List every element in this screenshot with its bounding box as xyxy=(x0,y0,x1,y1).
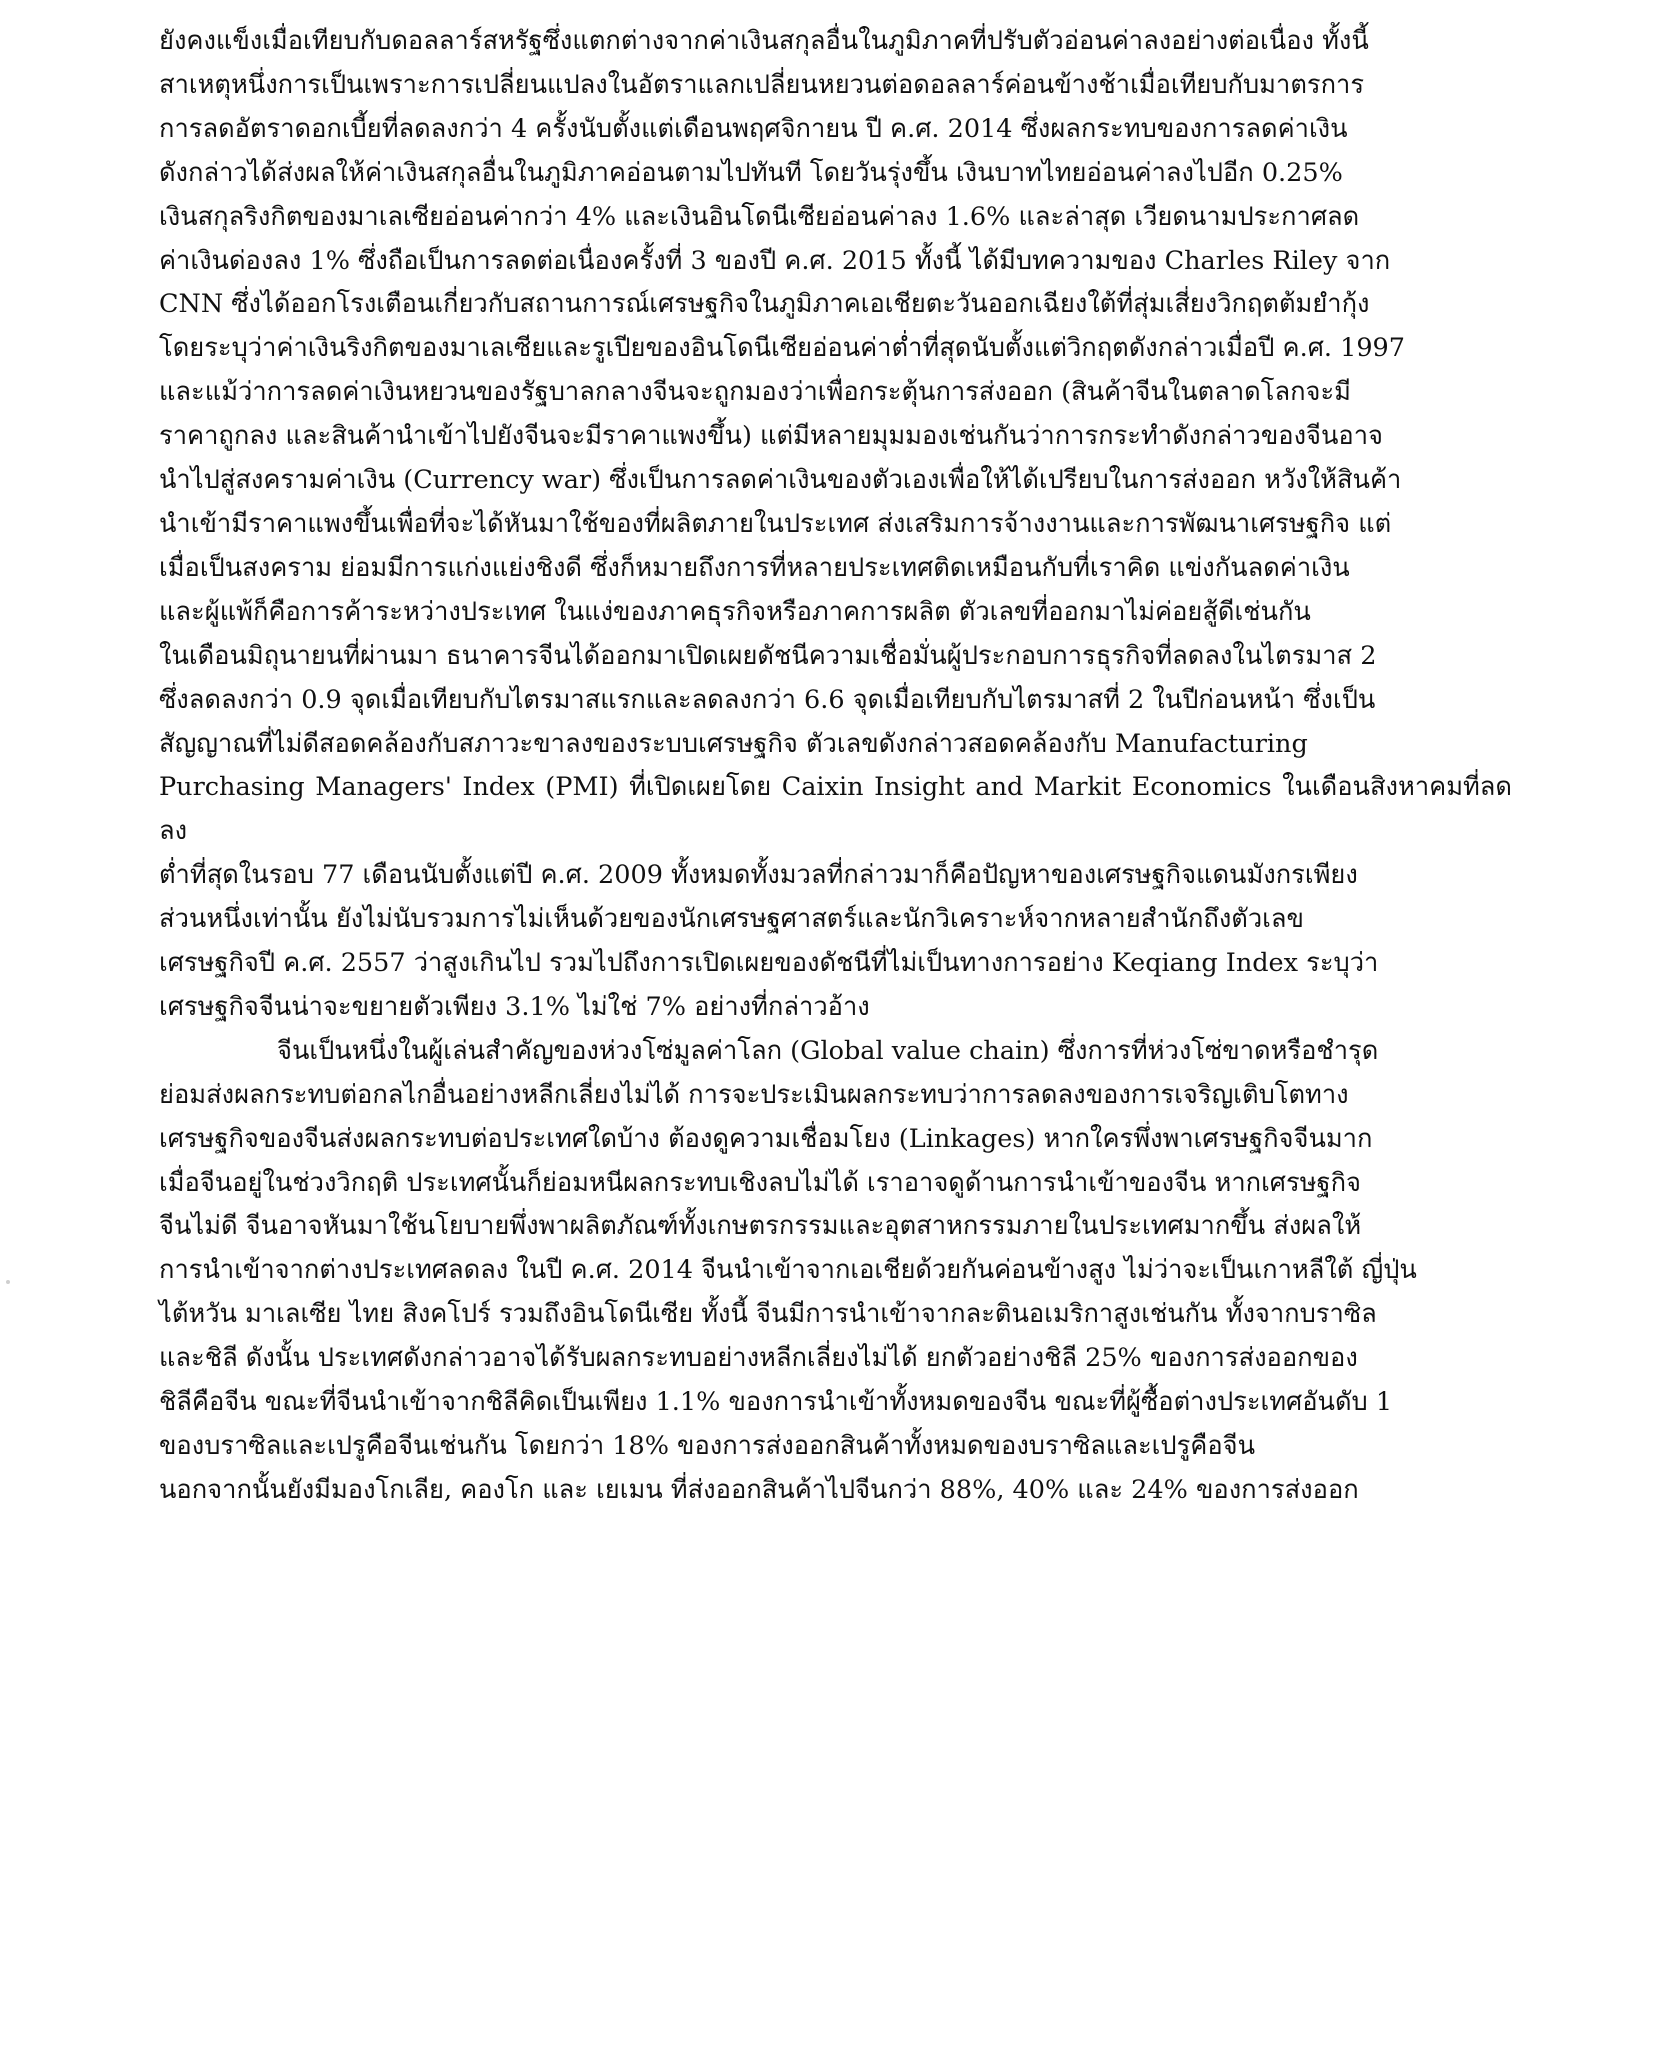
body-text xyxy=(159,20,1512,1513)
scan-speck xyxy=(6,1280,10,1284)
paragraph-global-value-chain: จีนเป็นหนึ่งในผู้เล่นสำคัญของห่วงโซ่มูลค่าโลก (Global value chain) ซึ่งการที่ห่วงโซ่ขาดหรือชำรุด ย่อมส่งผลกระทบต่อกลไกอื่นอย่างหลีกเลี่ยงไม่ได้ การจะประเมินผลกระทบว่าการลดลงของการเจริญเติบโตทาง เศรษฐกิจของจีนส่งผลกระทบต่อประเทศใดบ้าง ต้องดูความเชื่อมโยง (Linkages) หากใครพึ่งพาเศรษฐกิจจีนมาก เมื่อจีนอยู่ในช่วงวิกฤติ ประเทศนั้นก็ย่อมหนีผลกระทบเชิงลบไม่ได้ เราอาจดูด้านการนำเข้าของจีน หากเศรษฐกิจ จีนไม่ดี จีนอาจหันมาใช้นโยบายพึ่งพาผลิตภัณฑ์ทั้งเกษตรกรรมและอุตสาหกรรมภายในประเทศมากขึ้น ส่งผลให้ การนำเข้าจากต่างประเทศลดลง ในปี ค.ศ. 2014 จีนนำเข้าจากเอเชียด้วยกันค่อนข้างสูง ไม่ว่าจะเป็นเกาหลีใต้ ญี่ปุ่น ไต้หวัน มาเลเซีย ไทย สิงคโปร์ รวมถึงอินโดนีเซีย ทั้งนี้ จีนมีการนำเข้าจากละตินอเมริกาสูงเช่นกัน ทั้งจากบราซิล และชิลี ดังนั้น ประเทศดังกล่าวอาจได้รับผลกระทบอย่างหลีกเลี่ยงไม่ได้ ยกตัวอย่างชิลี 25% ของการส่งออกของ ชิลีคือจีน ขณะที่จีนนำเข้าจากชิลีคิดเป็นเพียง 1.1% ของการนำเข้าทั้งหมดของจีน ขณะที่ผู้ซื้อต่างประเทศอันดับ 1 ของบราซิลและเปรูคือจีนเช่นกัน โดยกว่า 18% ของการส่งออกสินค้าทั้งหมดของบราซิลและเปรูคือจีน นอกจากนั้นยังมีมองโกเลีย, คองโก และ เยเมน ที่ส่งออกสินค้าไปจีนกว่า 88%, 40% และ 24% ของการส่งออก xyxy=(159,1035,1417,1505)
paragraph-currency-and-economy: ยังคงแข็งเมื่อเทียบกับดอลลาร์สหรัฐซึ่งแตกต่างจากค่าเงินสกุลอื่นในภูมิภาคที่ปรับตัวอ่อนค่าลงอย่างต่อเนื่อง ทั้งนี้ สาเหตุหนึ่งการเป็นเพราะการเปลี่ยนแปลงในอัตราแลกเปลี่ยนหยวนต่อดอลลาร์ค่อนข้างช้าเมื่อเทียบกับมาตรการ การลดอัตราดอกเบี้ยที่ลดลงกว่า 4 ครั้งนับตั้งแต่เดือนพฤศจิกายน ปี ค.ศ. 2014 ซึ่งผลกระทบของการลดค่าเงิน ดังกล่าวได้ส่งผลให้ค่าเงินสกุลอื่นในภูมิภาคอ่อนตามไปทันที โดยวันรุ่งขึ้น เงินบาทไทยอ่อนค่าลงไปอีก 0.25% เงินสกุลริงกิตของมาเลเซียอ่อนค่ากว่า 4% และเงินอินโดนีเซียอ่อนค่าลง 1.6% และล่าสุด เวียดนามประกาศลด ค่าเงินด่องลง 1% ซึ่งถือเป็นการลดต่อเนื่องครั้งที่ 3 ของปี ค.ศ. 2015 ทั้งนี้ ได้มีบทความของ Charles Riley จาก CNN ซึ่งได้ออกโรงเตือนเกี่ยวกับสถานการณ์เศรษฐกิจในภูมิภาคเอเชียตะวันออกเฉียงใต้ที่สุ่มเสี่ยงวิกฤตต้มยำกุ้ง โดยระบุว่าค่าเงินริงกิตของมาเลเซียและรูเปียของอินโดนีเซียอ่อนค่าต่ำที่สุดนับตั้งแต่วิกฤตดังกล่าวเมื่อปี ค.ศ. 1997 และแม้ว่าการลดค่าเงินหยวนของรัฐบาลกลางจีนจะถูกมองว่าเพื่อกระตุ้นการส่งออก (สินค้าจีนในตลาดโลกจะมี ราคาถูกลง และสินค้านำเข้าไปยังจีนจะมีราคาแพงขึ้น) แต่มีหลายมุมมองเช่นกันว่าการกระทำดังกล่าวของจีนอาจ นำไปสู่สงครามค่าเงิน (Currency war) ซึ่งเป็นการลดค่าเงินของตัวเองเพื่อให้ได้เปรียบในการส่งออก หวังให้สินค้า นำเข้ามีราคาแพงขึ้นเพื่อที่จะได้หันมาใช้ของที่ผลิตภายในประเทศ ส่งเสริมการจ้างงานและการพัฒนาเศรษฐกิจ แต่ เมื่อเป็นสงคราม ย่อมมีการแก่งแย่งชิงดี ซึ่งก็หมายถึงการที่หลายประเทศติดเหมือนกับที่เราคิด แข่งกันลดค่าเงิน และผู้แพ้ก็คือการค้าระหว่างประเทศ ในแง่ของภาคธุรกิจหรือภาคการผลิต ตัวเลขที่ออกมาไม่ค่อยสู้ดีเช่นกัน ในเดือนมิถุนายนที่ผ่านมา ธนาคารจีนได้ออกมาเปิดเผยดัชนีความเชื่อมั่นผู้ประกอบการธุรกิจที่ลดลงในไตรมาส 2 ซึ่งลดลงกว่า 0.9 จุดเมื่อเทียบกับไตรมาสแรกและลดลงกว่า 6.6 จุดเมื่อเทียบกับไตรมาสที่ 2 ในปีก่อนหน้า ซึ่งเป็น สัญญาณที่ไม่ดีสอดคล้องกับสภาวะขาลงของระบบเศรษฐกิจ ตัวเลขดังกล่าวสอดคล้องกับ Manufacturing Purchasing Managers' Index (PMI) ที่เปิดเผยโดย Caixin Insight and Markit Economics ในเดือนสิงหาคมที่ลดลง ต่ำที่สุดในรอบ 77 เดือนนับตั้งแต่ปี ค.ศ. 2009 ทั้งหมดทั้งมวลที่กล่าวมาก็คือปัญหาของเศรษฐกิจแดนมังกรเพียง ส่วนหนึ่งเท่านั้น ยังไม่นับรวมการไม่เห็นด้วยของนักเศรษฐศาสตร์และนักวิเคราะห์จากหลายสำนักถึงตัวเลข เศรษฐกิจปี ค.ศ. 2557 ว่าสูงเกินไป รวมไปถึงการเปิดเผยของดัชนีที่ไม่เป็นทางการอย่าง Keqiang Index ระบุว่า เศรษฐกิจจีนน่าจะขยายตัวเพียง 3.1% ไม่ใช่ 7% อย่างที่กล่าวอ้าง xyxy=(159,26,1512,1022)
